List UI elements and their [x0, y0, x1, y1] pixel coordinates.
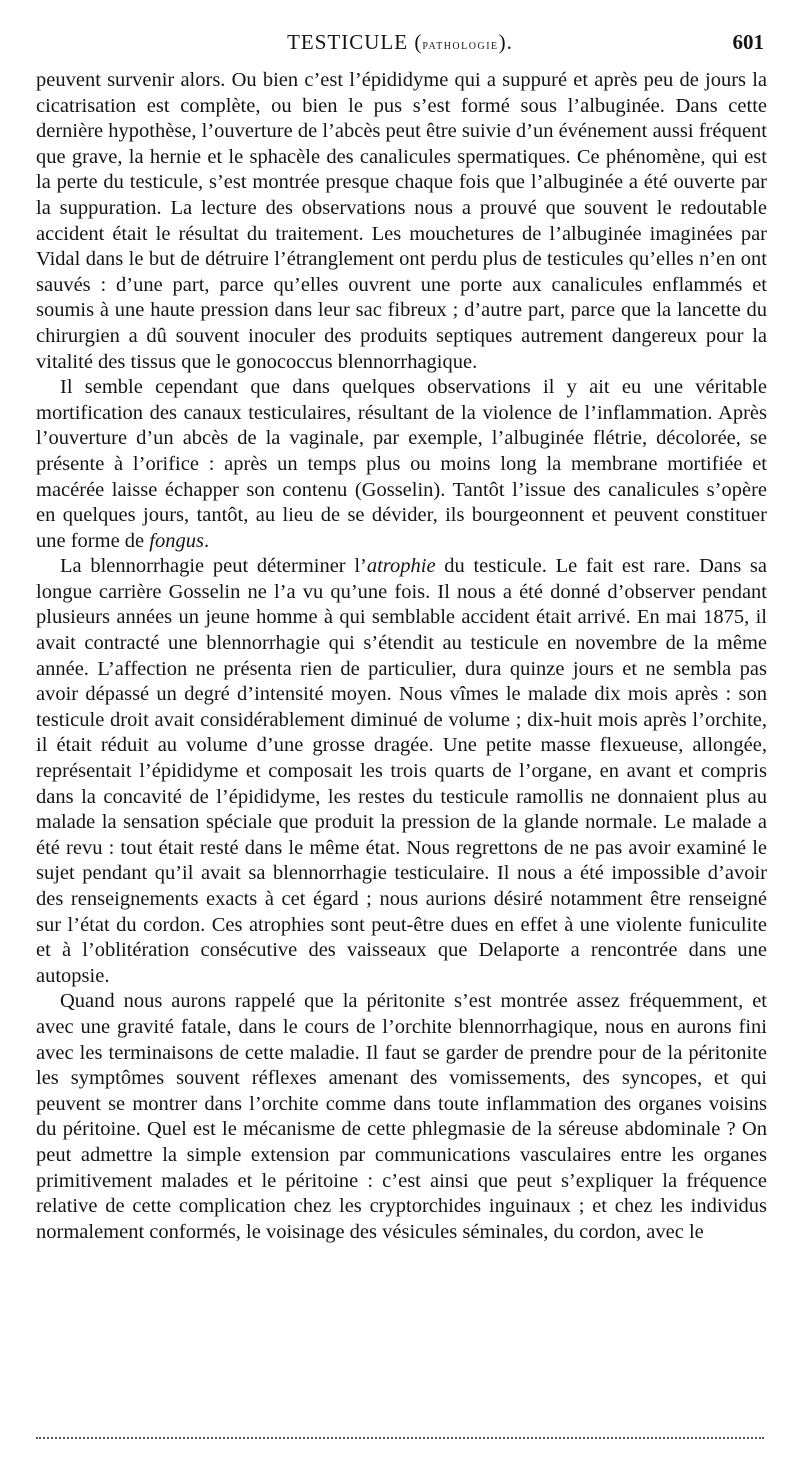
header-open-paren: (	[414, 30, 423, 54]
header-subtitle: pathologie	[422, 38, 499, 53]
body-text	[36, 68, 767, 1245]
paragraph-1: peuvent survenir alors. Ou bien c’est l’épididyme qui a suppuré et après peu de jours la cicatrisation est complète, ou bien le pus s’est formé sous l’albuginée. Dans cette dernière hypothèse, l’ouverture de l’abcès peut être suivie d’un événement aussi fréquent que grave, la hernie et le sphacèle des canalicules spermatiques. Ce phénomène, qui est la perte du testicule, s’est montrée presque chaque fois que l’albuginée a été ouverte par la suppuration. La lecture des observations nous a prouvé que souvent le redoutable accident était le résultat du traitement. Les mouchetures de l’albuginée imaginées par Vidal dans le but de détruire l’étranglement ont perdu plus de testicules qu’elles n’en ont sauvés : d’une part, parce qu’elles ouvrent une porte aux canalicules enflammés et soumis à une haute pression dans leur sac fibreux ; d’autre part, parce que la lancette du chirurgien a dû souvent inoculer des produits septiques autrement dangereux pour la vitalité des tissus que le gonococcus blennorrhagique.	[36, 69, 767, 373]
paragraph-3-start: La blennorrhagie peut déterminer l’	[60, 555, 367, 578]
header-title-main: TESTICULE	[287, 30, 409, 54]
paragraph-3-text: du testicule. Le fait est rare. Dans sa longue carrière Gosselin ne l’a vu qu’une fois. Il nous a été donné d’observer pendant plusieurs années un jeune homme à qui semblable accident était arrivé. En mai 1875, il avait contracté une blennorrhagie qui s’étendit au testicule en novembre de la même année. L’affection ne présenta rien de particulier, dura quinze jours et ne sembla pas avoir dépassé un degré d’intensité moyen. Nous vîmes le malade dix mois après : son testicule droit avait considérablement diminué de volume ; dix-huit mois après l’orchite, il était réduit au volume d’une grosse dragée. Une petite masse flexueuse, allongée, représentait l’épididyme et composait les trois quarts de l’organe, en avant et compris dans la concavité de l’épididyme, les restes du testicule ramollis ne donnaient plus au malade la sensation spéciale que produit la pression de la glande normale. Le malade a été revu : tout était resté dans le même état. Nous regrettons de ne pas avoir examiné le sujet pendant qu’il avait sa blennorrhagie testiculaire. Il nous a été impossible d’avoir des renseignements exacts à cet égard ; nous aurions désiré notamment être renseigné sur l’état du cordon. Ces atrophies sont peut-être dues en effet à une violente funiculite et à l’oblitération consécutive des vaisseaux que Delaporte a rencontrée dans une autopsie.	[36, 555, 767, 987]
running-header	[36, 30, 764, 60]
paragraph-3	[36, 554, 767, 989]
page-number: 601	[732, 30, 764, 54]
footer-dotted-rule	[36, 1437, 764, 1439]
emphasis-atrophie: atrophie	[366, 555, 436, 578]
paragraph-2-text: Il semble cependant que dans quelques observations il y ait eu une véritable mortification des canaux testiculaires, résultant de la violence de l’inflammation. Après l’ouverture d’un abcès de la vaginale, par exemple, l’albuginée flétrie, décolorée, se présente à l’orifice : après un temps plus ou moins long la membrane mortifiée et macérée laisse échapper son contenu (Gosselin). Tantôt l’issue des canalicules s’opère en quelques jours, tantôt, au lieu de se dévider, ils bourgeonnent et peuvent constituer une forme de	[36, 376, 767, 552]
paragraph-4: Quand nous aurons rappelé que la péritonite s’est montrée assez fréquemment, et avec une gravité fatale, dans le cours de l’orchite blennorrhagique, nous en aurons fini avec les terminaisons de cette maladie. Il faut se garder de prendre pour de la péritonite les symptômes souvent réflexes amenant des vomissements, des syncopes, et qui peuvent se montrer dans l’orchite comme dans toute inflammation des organes voisins du péritoine. Quel est le mécanisme de cette phlegmasie de la séreuse abdominale ? On peut admettre la simple extension par communications vasculaires entre les organes primitivement malades et le péritoine : c’est ainsi que peut s’expliquer la fréquence relative de cette complication chez les cryptorchides inguinaux ; et chez les individus normalement conformés, le voisinage des vésicules séminales, du cordon, avec le	[36, 990, 767, 1243]
header-close-paren: ).	[498, 30, 513, 54]
emphasis-fongus: fongus	[149, 529, 204, 552]
running-title	[36, 30, 764, 55]
paragraph-2	[36, 375, 767, 554]
paragraph-2-end: .	[203, 529, 210, 552]
